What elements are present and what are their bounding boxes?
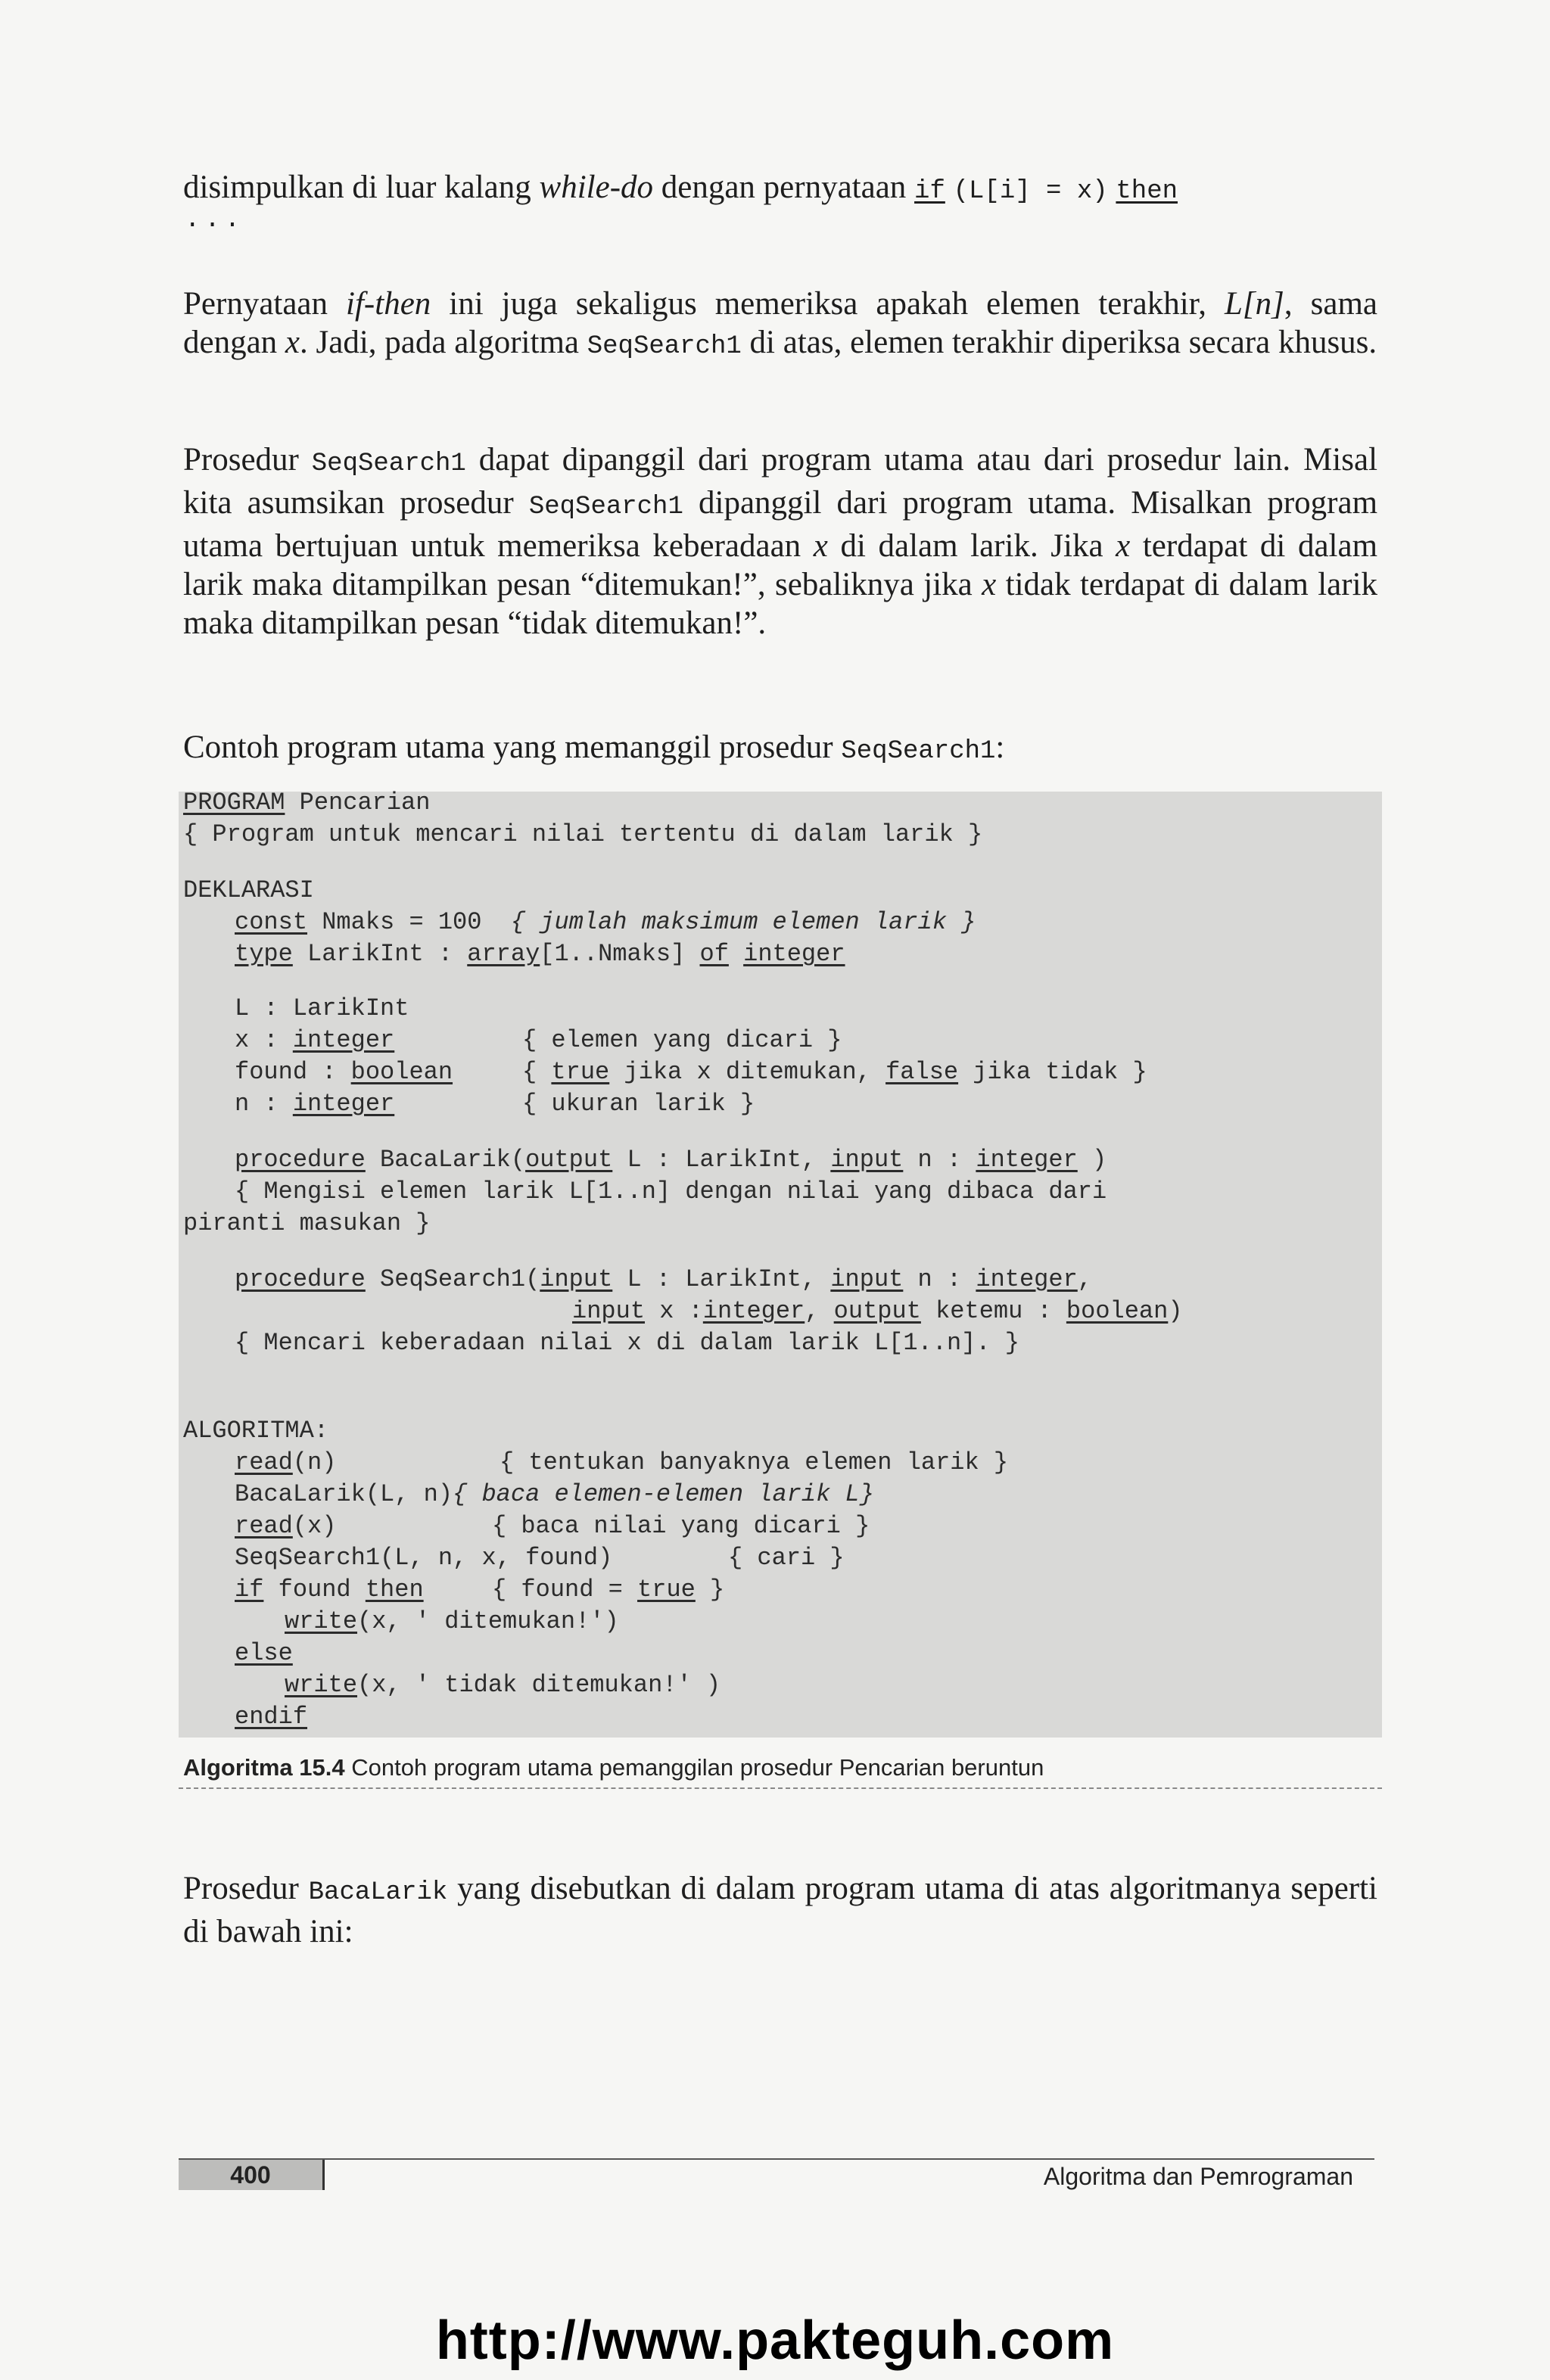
caption-divider: [179, 1787, 1382, 1789]
p2-t1: Pernyataan: [183, 286, 328, 322]
code-line-program-comment: { Program untuk mencari nilai tertentu di dalam larik }: [183, 820, 983, 848]
if-comment-2: }: [710, 1576, 725, 1604]
code-line-algoritma: ALGORITMA:: [183, 1417, 329, 1445]
kw-then: then: [365, 1576, 424, 1604]
kw-type: type: [235, 940, 293, 968]
p2-ln: L[n]: [1225, 286, 1284, 322]
p2-t5: di atas, elemen terakhir diperiksa secara khusus.: [749, 325, 1377, 360]
kw-procedure: procedure: [235, 1265, 366, 1293]
p1-then: then: [1116, 177, 1178, 206]
caption-text: Contoh program utama pemanggilan prosedur Pencarian beruntun: [351, 1754, 1044, 1781]
kw-integer: integer: [292, 1090, 395, 1118]
p1-dots: ...: [185, 206, 245, 235]
seq-sig-4: ,: [1077, 1265, 1092, 1293]
p3-x2: x: [1116, 528, 1131, 564]
kw-endif: endif: [235, 1703, 308, 1731]
paragraph-3: [183, 440, 1377, 642]
paragraph-2: [183, 285, 1377, 366]
const-decl: Nmaks = 100: [322, 908, 482, 936]
code-line-n-decl: [235, 1088, 394, 1120]
baca-call: BacaLarik(L, n): [235, 1480, 453, 1508]
code-line-write-2: [285, 1669, 721, 1701]
code-line-found-decl: [235, 1056, 453, 1088]
p2-t4: . Jadi, pada algoritma: [300, 325, 579, 360]
type-decl: LarikInt :: [307, 940, 453, 968]
code-line-seq-call: SeqSearch1(L, n, x, found): [235, 1544, 613, 1572]
p4-t2: :: [995, 730, 1005, 765]
kw-else: else: [235, 1639, 293, 1667]
code-x-comment: { elemen yang dicari }: [522, 1026, 842, 1054]
code-line-bacalarik-comment-2: piranti masukan }: [183, 1209, 431, 1237]
kw-integer: integer: [976, 1146, 1078, 1174]
p3-x1: x: [813, 528, 828, 564]
seq-sig-5: x :: [659, 1297, 703, 1325]
p2-x: x: [285, 325, 300, 360]
baca-call-comment: { baca elemen-elemen larik L}: [453, 1480, 874, 1508]
kw-const: const: [235, 908, 308, 936]
code-line-read-n: [235, 1447, 336, 1479]
code-line-if: [235, 1574, 424, 1606]
p2-t3: , sama dengan: [183, 286, 1378, 360]
kw-output: output: [833, 1297, 921, 1325]
code-found-comment: [522, 1056, 1147, 1088]
p2-t2: ini juga sekaligus memeriksa apakah elemen terakhir,: [449, 286, 1207, 322]
kw-boolean: boolean: [350, 1058, 453, 1086]
baca-sig-3: n :: [917, 1146, 962, 1174]
code-seq-call-comment: { cari }: [728, 1544, 845, 1572]
n-decl: n :: [235, 1090, 279, 1118]
kw-read: read: [235, 1448, 293, 1476]
code-n-comment: { ukuran larik }: [522, 1090, 755, 1118]
p1-text: disimpulkan di luar kalang: [183, 170, 531, 205]
kw-input: input: [830, 1146, 904, 1174]
code-line-seqsearch-comment: { Mencari keberadaan nilai x di dalam larik L[1..n]. }: [235, 1329, 1019, 1357]
const-comment: { jumlah maksimum elemen larik }: [510, 908, 976, 936]
seq-sig-3: n :: [917, 1265, 962, 1293]
p5-t1: Prosedur: [183, 1871, 299, 1906]
array-range: [1..Nmaks]: [540, 940, 686, 968]
p3-t6: tidak terdapat di dalam larik maka ditampilkan pesan “tidak ditemukan!”.: [183, 567, 1378, 641]
seq-sig-1: SeqSearch1(: [380, 1265, 540, 1293]
code-line-bacalarik-comment-1: { Mengisi elemen larik L[1..n] dengan nilai yang dibaca dari: [235, 1178, 1107, 1206]
book-title: Algoritma dan Pemrograman: [1043, 2163, 1353, 2190]
p1-text2: dengan pernyataan: [661, 170, 907, 205]
footer-rule: [179, 2158, 1374, 2160]
program-name: Pencarian: [299, 789, 431, 817]
p1-cond: (L[i] = x): [953, 177, 1108, 206]
x-decl: x :: [235, 1026, 279, 1054]
seq-sig-6: ,: [805, 1297, 820, 1325]
p4-t1: Contoh program utama yang memanggil prosedur: [183, 730, 833, 765]
code-line-else: [235, 1638, 293, 1669]
kw-program: PROGRAM: [183, 789, 285, 817]
kw-integer: integer: [976, 1265, 1078, 1293]
paragraph-4: [183, 728, 1377, 771]
baca-sig-2: L : LarikInt,: [627, 1146, 817, 1174]
code-line-bacalarik-sig: [235, 1144, 1106, 1176]
found-comment-3: jika tidak }: [973, 1058, 1147, 1086]
p4-proc: SeqSearch1: [841, 737, 996, 766]
p3-t4: di dalam larik. Jika: [840, 528, 1103, 564]
seq-sig-7: ketemu :: [935, 1297, 1052, 1325]
p2-if-then: if-then: [346, 286, 431, 322]
code-line-endif: [235, 1701, 307, 1733]
code-read-x-comment: { baca nilai yang dicari }: [492, 1512, 870, 1540]
kw-integer: integer: [702, 1297, 805, 1325]
kw-boolean: boolean: [1066, 1297, 1169, 1325]
p3-t5: terdapat di dalam larik maka ditampilkan pesan “ditemukan!”, sebaliknya jika: [183, 528, 1378, 602]
kw-input: input: [572, 1297, 646, 1325]
read-x: (x): [292, 1512, 337, 1540]
kw-true: true: [637, 1576, 696, 1604]
p5-proc: BacaLarik: [308, 1878, 448, 1907]
code-line-deklarasi: DEKLARASI: [183, 876, 314, 904]
read-n: (n): [292, 1448, 337, 1476]
p2-proc: SeqSearch1: [587, 332, 742, 361]
p1-if: if: [914, 177, 945, 206]
page-number: 400: [179, 2160, 325, 2190]
kw-false: false: [885, 1058, 959, 1086]
kw-input: input: [830, 1265, 904, 1293]
baca-sig-1: BacaLarik(: [380, 1146, 526, 1174]
kw-integer: integer: [292, 1026, 395, 1054]
kw-if: if: [235, 1576, 264, 1604]
if-cond: found: [278, 1576, 351, 1604]
watermark-url: http://www.pakteguh.com: [435, 2310, 1115, 2371]
kw-output: output: [525, 1146, 613, 1174]
code-line-seqsearch-sig-1: [235, 1264, 1092, 1296]
p5-t2: yang disebutkan di dalam program utama di atas algoritmanya seperti di bawah ini:: [183, 1871, 1377, 1949]
code-line-l-decl: L : LarikInt: [235, 994, 409, 1022]
code-line-read-x: [235, 1510, 336, 1542]
found-comment-2: jika x ditemukan,: [624, 1058, 871, 1086]
code-line-program: [183, 787, 430, 819]
baca-sig-4: ): [1091, 1146, 1107, 1174]
code-line-const: [235, 907, 976, 938]
code-line-x-decl: [235, 1025, 394, 1056]
code-line-write-1: [285, 1606, 619, 1638]
code-line-seqsearch-sig-2: [572, 1296, 1183, 1327]
algorithm-caption: [183, 1753, 1377, 1783]
code-read-n-comment: { tentukan banyaknya elemen larik }: [500, 1448, 1009, 1476]
found-comment-1: {: [522, 1058, 537, 1086]
kw-true: true: [551, 1058, 610, 1086]
kw-input: input: [540, 1265, 613, 1293]
p3-x3: x: [982, 567, 997, 602]
p3-t1: Prosedur: [183, 442, 299, 478]
code-line-baca-call: [235, 1479, 874, 1510]
kw-read: read: [235, 1512, 293, 1540]
found-decl: found :: [235, 1058, 337, 1086]
code-if-comment: [492, 1574, 724, 1606]
p3-t2: dapat dipanggil dari program utama atau dari prosedur lain. Misal kita asumsikan prosedur: [183, 442, 1378, 521]
caption-label: Algoritma 15.4: [183, 1754, 345, 1781]
paragraph-1: [183, 168, 1377, 211]
kw-array: array: [467, 940, 540, 968]
kw-write: write: [285, 1671, 358, 1699]
p3-t3: dipanggil dari program utama. Misalkan program utama bertujuan untuk memeriksa keberadaan: [183, 485, 1378, 564]
kw-integer: integer: [743, 940, 845, 968]
p1-while-do: while-do: [539, 170, 654, 205]
p3-proc1: SeqSearch1: [311, 450, 466, 478]
kw-of: of: [699, 940, 729, 968]
write-2: (x, ' tidak ditemukan!' ): [357, 1671, 721, 1699]
code-line-type: [235, 938, 845, 970]
seq-sig-8: ): [1168, 1297, 1183, 1325]
kw-procedure: procedure: [235, 1146, 366, 1174]
p3-proc2: SeqSearch1: [528, 493, 683, 521]
kw-write: write: [285, 1607, 358, 1635]
write-1: (x, ' ditemukan!'): [357, 1607, 619, 1635]
paragraph-5: [183, 1869, 1377, 1951]
seq-sig-2: L : LarikInt,: [627, 1265, 817, 1293]
if-comment-1: { found =: [492, 1576, 623, 1604]
